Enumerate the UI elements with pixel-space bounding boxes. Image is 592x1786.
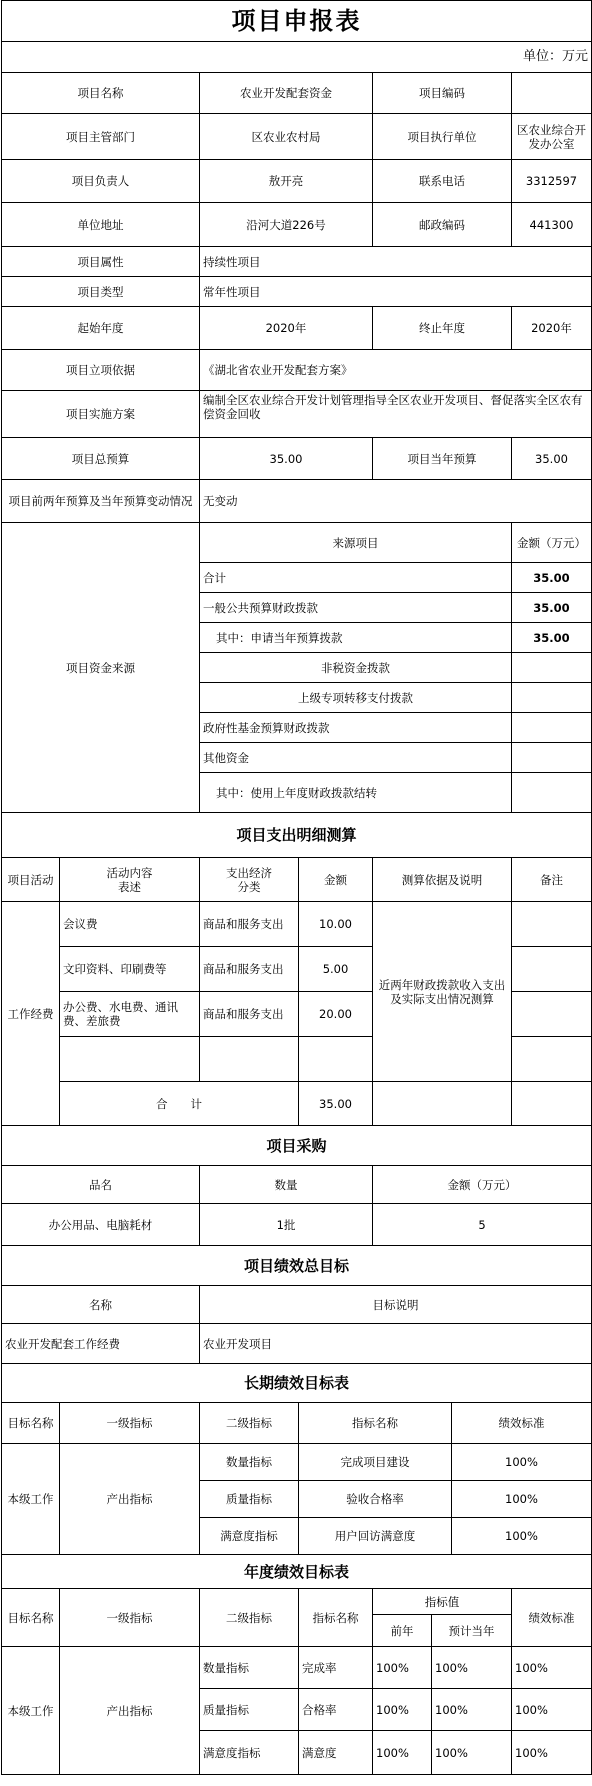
annual-header-curr: 预计当年 [432, 1615, 512, 1647]
funding-source: 其中：使用上年度财政拨款结转 [200, 773, 512, 813]
procurement-header-qty: 数量 [200, 1166, 373, 1204]
expense-total-remark [512, 1082, 592, 1126]
budget-change-label: 项目前两年预算及当年预算变动情况 [2, 480, 200, 523]
expense-activity: 工作经费 [2, 902, 60, 1126]
annual-name: 完成率 [299, 1647, 373, 1689]
expense-row [2, 902, 592, 947]
expense-total-basis [373, 1082, 512, 1126]
funding-source-header: 来源项目 [200, 523, 512, 563]
dept-label: 项目主管部门 [2, 114, 200, 160]
perf-total-header-desc: 目标说明 [200, 1286, 592, 1324]
long-term-name: 用户回访满意度 [299, 1518, 452, 1555]
expense-category: 商品和服务支出 [200, 947, 299, 992]
funding-amount: 35.00 [512, 623, 592, 653]
perf-total-header-name: 名称 [2, 1286, 200, 1324]
expense-header-content: 活动内容 表述 [60, 858, 200, 902]
expense-total-value: 35.00 [299, 1082, 373, 1126]
funding-source: 一般公共预算财政拨款 [200, 593, 512, 623]
zip-label: 邮政编码 [373, 203, 512, 247]
annual-curr: 100% [432, 1689, 512, 1731]
expense-amount [299, 1037, 373, 1082]
annual-name: 满意度 [299, 1731, 373, 1775]
funding-source: 合计 [200, 563, 512, 593]
project-name-value: 农业开发配套资金 [200, 73, 373, 114]
procurement-amount: 5 [373, 1204, 592, 1246]
long-term-row [2, 1444, 592, 1481]
project-code-value [512, 73, 592, 114]
expense-remark [512, 1037, 592, 1082]
long-term-level2: 满意度指标 [200, 1518, 299, 1555]
start-year-value: 2020年 [200, 307, 373, 350]
funding-amount [512, 683, 592, 713]
procurement-section-title: 项目采购 [2, 1126, 592, 1166]
annual-std: 100% [512, 1731, 592, 1775]
funding-label: 项目资金来源 [2, 523, 200, 813]
perf-total-name: 农业开发配套工作经费 [2, 1324, 200, 1364]
funding-amount [512, 713, 592, 743]
expense-header-activity: 项目活动 [2, 858, 60, 902]
form-title: 项目申报表 [2, 1, 592, 42]
long-term-header-name: 指标名称 [299, 1403, 452, 1444]
expense-category: 商品和服务支出 [200, 992, 299, 1037]
funding-source: 其他资金 [200, 743, 512, 773]
long-term-level2: 质量指标 [200, 1481, 299, 1518]
leader-label: 项目负责人 [2, 160, 200, 203]
total-budget-label: 项目总预算 [2, 438, 200, 480]
annual-target: 本级工作 [2, 1647, 60, 1775]
procurement-qty: 1批 [200, 1204, 373, 1246]
annual-section-title: 年度绩效目标表 [2, 1555, 592, 1589]
annual-header-value: 指标值 [373, 1589, 512, 1615]
type-label: 项目类型 [2, 277, 200, 307]
long-term-header-std: 绩效标准 [452, 1403, 592, 1444]
expense-category [200, 1037, 299, 1082]
annual-prev: 100% [373, 1689, 432, 1731]
type-value: 常年性项目 [200, 277, 592, 307]
expense-total-label: 合 计 [60, 1082, 299, 1126]
annual-level2: 满意度指标 [200, 1731, 299, 1775]
annual-std: 100% [512, 1689, 592, 1731]
perf-total-desc: 农业开发项目 [200, 1324, 592, 1364]
long-term-header-level2: 二级指标 [200, 1403, 299, 1444]
attribute-value: 持续性项目 [200, 247, 592, 277]
phone-value: 3312597 [512, 160, 592, 203]
annual-header-level1: 一级指标 [60, 1589, 200, 1647]
expense-basis: 近两年财政拨款收入支出及实际支出情况测算 [373, 902, 512, 1082]
funding-amount: 35.00 [512, 593, 592, 623]
expense-content: 办公费、水电费、通讯费、差旅费 [60, 992, 200, 1037]
expense-content [60, 1037, 200, 1082]
plan-label: 项目实施方案 [2, 391, 200, 438]
phone-label: 联系电话 [373, 160, 512, 203]
funding-source: 其中：申请当年预算拨款 [200, 623, 512, 653]
address-value: 沿河大道226号 [200, 203, 373, 247]
annual-prev: 100% [373, 1647, 432, 1689]
project-code-label: 项目编码 [373, 73, 512, 114]
annual-curr: 100% [432, 1647, 512, 1689]
long-term-section-title: 长期绩效目标表 [2, 1364, 592, 1403]
expense-section-title: 项目支出明细测算 [2, 813, 592, 858]
project-name-label: 项目名称 [2, 73, 200, 114]
project-application-form [1, 0, 591, 1775]
basis-label: 项目立项依据 [2, 350, 200, 391]
annual-level2: 质量指标 [200, 1689, 299, 1731]
funding-source: 政府性基金预算财政拨款 [200, 713, 512, 743]
funding-amount-header: 金额（万元） [512, 523, 592, 563]
funding-source: 上级专项转移支付拨款 [200, 683, 512, 713]
perf-total-row [2, 1324, 592, 1364]
exec-unit-value: 区农业综合开发办公室 [512, 114, 592, 160]
procurement-header-amount: 金额（万元） [373, 1166, 592, 1204]
funding-source: 非税资金拨款 [200, 653, 512, 683]
application-table [1, 0, 592, 1775]
long-term-level2: 数量指标 [200, 1444, 299, 1481]
expense-total-row [2, 1082, 592, 1126]
annual-prev: 100% [373, 1731, 432, 1775]
expense-content: 文印资料、印刷费等 [60, 947, 200, 992]
unit-label: 单位：万元 [2, 42, 592, 73]
annual-header-std: 绩效标准 [512, 1589, 592, 1647]
long-term-name: 验收合格率 [299, 1481, 452, 1518]
annual-header-target: 目标名称 [2, 1589, 60, 1647]
annual-level1: 产出指标 [60, 1647, 200, 1775]
annual-curr: 100% [432, 1731, 512, 1775]
zip-value: 441300 [512, 203, 592, 247]
end-year-label: 终止年度 [373, 307, 512, 350]
annual-header-level2: 二级指标 [200, 1589, 299, 1647]
annual-std: 100% [512, 1647, 592, 1689]
long-term-header-target: 目标名称 [2, 1403, 60, 1444]
expense-remark [512, 947, 592, 992]
end-year-value: 2020年 [512, 307, 592, 350]
funding-amount [512, 773, 592, 813]
leader-value: 敖开亮 [200, 160, 373, 203]
funding-amount: 35.00 [512, 563, 592, 593]
long-term-target: 本级工作 [2, 1444, 60, 1555]
annual-row [2, 1647, 592, 1689]
long-term-level1: 产出指标 [60, 1444, 200, 1555]
expense-header-category: 支出经济 分类 [200, 858, 299, 902]
total-budget-value: 35.00 [200, 438, 373, 480]
annual-header-prev: 前年 [373, 1615, 432, 1647]
expense-amount: 5.00 [299, 947, 373, 992]
year-budget-value: 35.00 [512, 438, 592, 480]
address-label: 单位地址 [2, 203, 200, 247]
exec-unit-label: 项目执行单位 [373, 114, 512, 160]
expense-remark [512, 902, 592, 947]
attribute-label: 项目属性 [2, 247, 200, 277]
year-budget-label: 项目当年预算 [373, 438, 512, 480]
budget-change-value: 无变动 [200, 480, 592, 523]
funding-amount [512, 653, 592, 683]
long-term-header-level1: 一级指标 [60, 1403, 200, 1444]
expense-header-basis: 测算依据及说明 [373, 858, 512, 902]
funding-amount [512, 743, 592, 773]
long-term-std: 100% [452, 1518, 592, 1555]
long-term-std: 100% [452, 1481, 592, 1518]
long-term-std: 100% [452, 1444, 592, 1481]
basis-value: 《湖北省农业开发配套方案》 [200, 350, 592, 391]
annual-header-name: 指标名称 [299, 1589, 373, 1647]
expense-content: 会议费 [60, 902, 200, 947]
long-term-name: 完成项目建设 [299, 1444, 452, 1481]
annual-level2: 数量指标 [200, 1647, 299, 1689]
perf-total-section-title: 项目绩效总目标 [2, 1246, 592, 1286]
expense-header-remark: 备注 [512, 858, 592, 902]
expense-amount: 20.00 [299, 992, 373, 1037]
annual-name: 合格率 [299, 1689, 373, 1731]
expense-category: 商品和服务支出 [200, 902, 299, 947]
expense-amount: 10.00 [299, 902, 373, 947]
procurement-name: 办公用品、电脑耗材 [2, 1204, 200, 1246]
start-year-label: 起始年度 [2, 307, 200, 350]
procurement-row [2, 1204, 592, 1246]
dept-value: 区农业农村局 [200, 114, 373, 160]
procurement-header-name: 品名 [2, 1166, 200, 1204]
expense-remark [512, 992, 592, 1037]
plan-value: 编制全区农业综合开发计划管理指导全区农业开发项目、督促落实全区农有偿资金回收 [200, 391, 592, 438]
expense-header-amount: 金额 [299, 858, 373, 902]
